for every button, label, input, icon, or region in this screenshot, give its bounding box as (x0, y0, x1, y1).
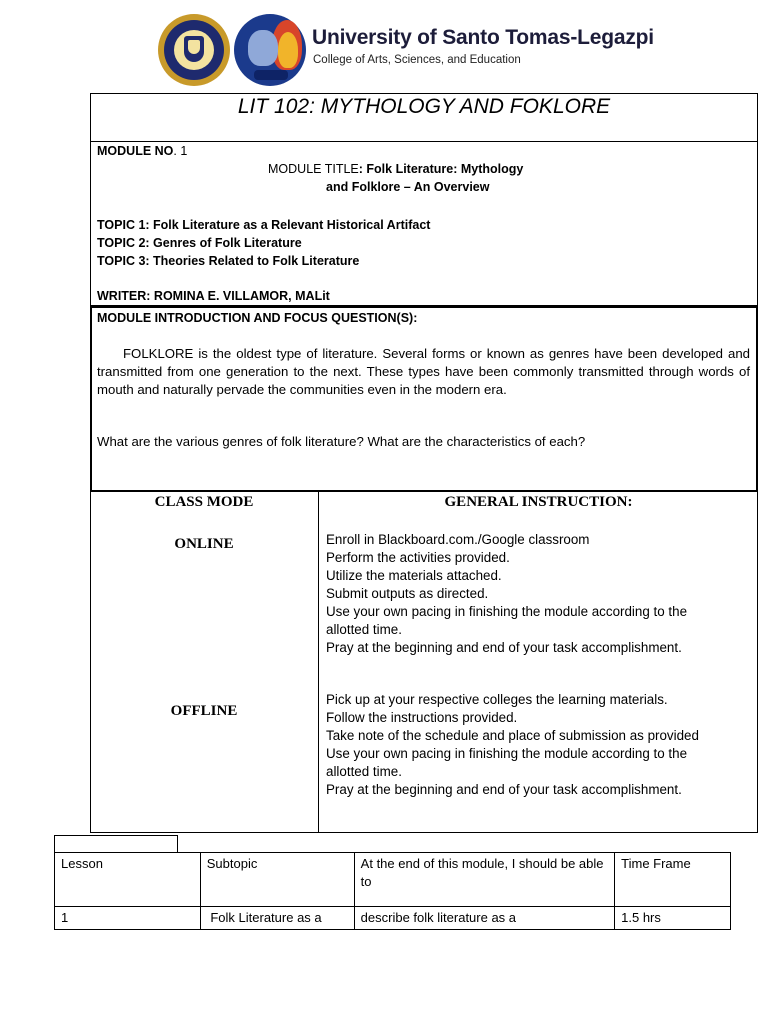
introduction-box (90, 306, 758, 492)
header-subtopic: Subtopic (200, 853, 354, 907)
introduction-paragraph: FOLKLORE is the oldest type of literature. Several forms or known as genres have been developed and transmitted from one generation to the next. These types have been commonly transmitted through words of mouth and naturally pervade the communities even in the modern era. (97, 346, 750, 397)
focus-question: What are the various genres of folk literature? What are the characteristics of each? (97, 434, 586, 449)
module-title-line1 (268, 160, 523, 178)
online-line: Enroll in Blackboard.com./Google classroom (326, 532, 590, 547)
header-lesson: Lesson (55, 853, 201, 907)
topic-2: TOPIC 2: Genres of Folk Literature (97, 236, 302, 250)
university-name: University of Santo Tomas-Legazpi (312, 26, 654, 49)
cell-subtopic: Folk Literature as a (200, 907, 354, 930)
introduction-heading: MODULE INTRODUCTION AND FOCUS QUESTION(S): (97, 311, 418, 325)
online-line: Submit outputs as directed. (326, 586, 489, 601)
college-seal-logo (234, 14, 306, 86)
online-line: Utilize the materials attached. (326, 568, 502, 583)
online-line: Use your own pacing in finishing the module according to the (326, 604, 688, 619)
table-row (55, 907, 731, 930)
offline-line: Take note of the schedule and place of submission as provided (326, 728, 699, 743)
offline-line: Pick up at your respective colleges the learning materials. (326, 692, 668, 707)
title-divider (90, 141, 758, 142)
module-no-label: MODULE NO (97, 144, 174, 158)
module-info-box (90, 93, 758, 306)
offline-line: Follow the instructions provided. (326, 710, 518, 725)
online-instructions (326, 531, 687, 657)
offline-instructions (326, 691, 699, 799)
general-instruction-header: GENERAL INSTRUCTION: (444, 494, 633, 510)
offline-line: Pray at the beginning and end of your task accomplishment. (326, 782, 682, 797)
table-header-row (55, 853, 731, 907)
course-title: LIT 102: MYTHOLOGY AND FOKLORE (237, 95, 611, 118)
column-divider (318, 491, 319, 833)
module-number (97, 142, 187, 160)
cell-objective: describe folk literature as a (354, 907, 614, 930)
module-title-text: : Folk Literature: Mythology (358, 162, 524, 176)
cell-time-frame: 1.5 hrs (615, 907, 731, 930)
online-label: ONLINE (174, 536, 234, 552)
cell-lesson: 1 (55, 907, 201, 930)
lessons-table (54, 852, 731, 930)
header-time-frame: Time Frame (615, 853, 731, 907)
university-seal-logo (158, 14, 230, 86)
online-line: allotted time. (326, 622, 402, 637)
online-line: Pray at the beginning and end of your task accomplishment. (326, 640, 682, 655)
online-line: Perform the activities provided. (326, 550, 510, 565)
class-mode-header: CLASS MODE (154, 494, 254, 510)
module-no-value: . 1 (173, 144, 188, 158)
header-objectives: At the end of this module, I should be able to (354, 853, 614, 907)
offline-label: OFFLINE (170, 703, 238, 719)
topic-1: TOPIC 1: Folk Literature as a Relevant Historical Artifact (97, 218, 431, 232)
offline-line: allotted time. (326, 764, 402, 779)
table-stub-cell (54, 835, 178, 853)
module-title-label: MODULE TITLE (268, 162, 359, 176)
topic-3: TOPIC 3: Theories Related to Folk Literature (97, 254, 360, 268)
offline-line: Use your own pacing in finishing the module according to the (326, 746, 688, 761)
college-name: College of Arts, Sciences, and Education (313, 54, 521, 66)
module-title-line2: and Folklore – An Overview (326, 180, 490, 194)
writer: WRITER: ROMINA E. VILLAMOR, MALit (97, 289, 330, 303)
